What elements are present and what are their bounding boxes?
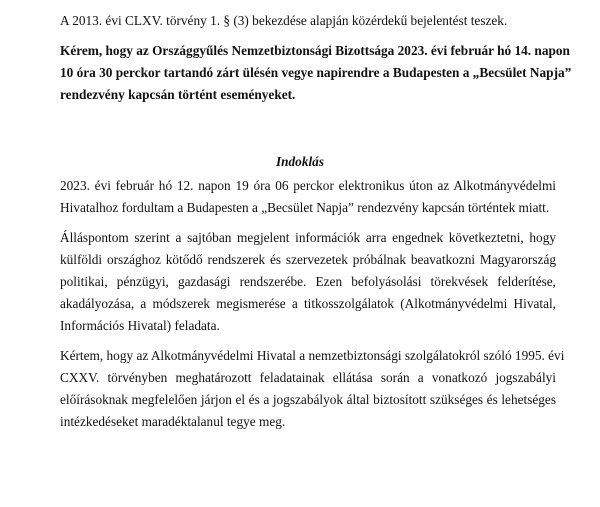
paragraph-line: Kértem, hogy az Alkotmányvédelmi Hivatal a nemzetbiztonsági szolgálatokról szóló 1995. évi [60,348,565,363]
section-heading: Indoklás [275,154,325,169]
intro-line: A 2013. évi CLXV. törvény 1. § (3) bekezdése alapján közérdekű bejelentést teszek. [60,13,508,28]
paragraph-line: Hivatalhoz fordultam a Budapesten a „Becsület Napja” rendezvény kapcsán történtek miatt. [60,200,550,215]
intro-paragraph [60,10,556,32]
paragraph-line: külföldi országhoz kötődő rendszerek és szervezetek próbálnak beavatkozni Magyarország [60,252,556,267]
paragraph-line: Információs Hivatal) feladata. [60,318,220,333]
paragraph-line: 2023. évi február hó 12. napon 19 óra 06 perckor elektronikus úton az Alkotmányvédelmi [60,178,556,193]
paragraph-line: politikai, pénzügyi, gazdasági rendszerébe. Ezen befolyásolási törekvések felderítése, [60,274,556,289]
request-paragraph [60,40,572,106]
paragraph-line: akadályozása, a módszerek megismerése a titkosszolgálatok (Alkotmányvédelmi Hivatal, [60,296,556,311]
request-line: rendezvény kapcsán történt eseményeket. [60,87,296,102]
paragraph-line: CXXV. törvényben meghatározott feladatainak ellátása során a vonatkozó jogszabályi [60,370,556,385]
justification-paragraph-3 [60,345,565,433]
paragraph-line: intézkedéseket maradéktalanul tegye meg. [60,414,286,429]
justification-paragraph-2 [60,227,556,337]
paragraph-line: Álláspontom szerint a sajtóban megjelent információk arra engednek következtetni, hogy [60,230,556,245]
paragraph-line: előírásoknak megfelelően járjon el és a jogszabályok által biztosított szükséges és lehetséges [60,392,556,407]
justification-paragraph-1 [60,175,556,219]
request-line: Kérem, hogy az Országgyűlés Nemzetbiztonsági Bizottsága 2023. évi február hó 14. napon [60,43,570,58]
request-line: 10 óra 30 perckor tartandó zárt ülésén vegye napirendre a Budapesten a „Becsület Napja” [60,65,572,80]
